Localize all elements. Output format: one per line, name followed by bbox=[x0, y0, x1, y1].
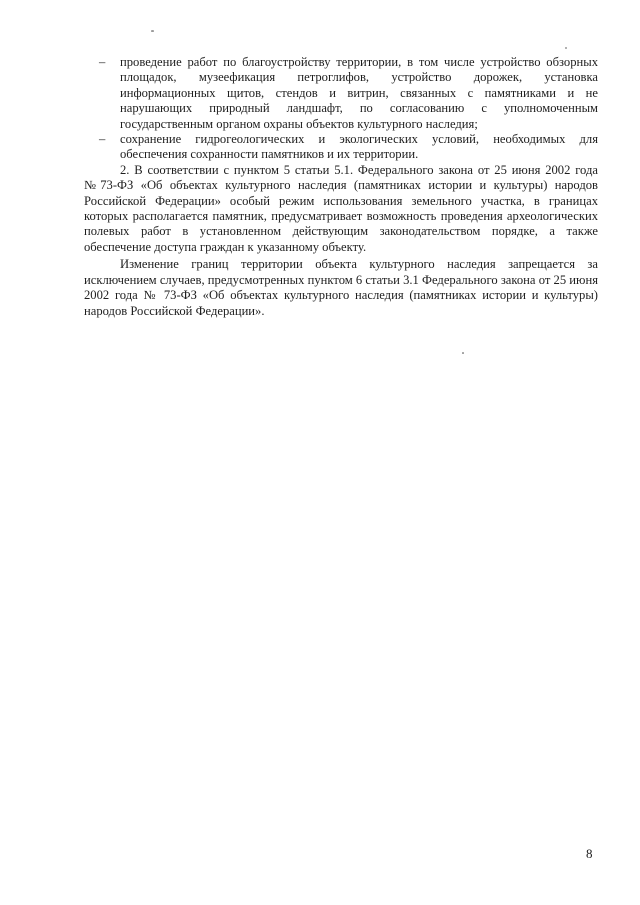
bullet-text: сохранение гидрогеологических и экологических условий, необходимых для обеспечения сохранности памятников и их территории. bbox=[120, 132, 598, 162]
scan-speck bbox=[462, 352, 464, 354]
bullet-dash: – bbox=[99, 132, 106, 147]
document-body bbox=[84, 55, 598, 319]
bullet-item-hydrogeology bbox=[84, 132, 598, 163]
scan-speck bbox=[151, 30, 154, 32]
page-number: 8 bbox=[586, 846, 593, 861]
paragraph-special-regime: 2. В соответствии с пунктом 5 статьи 5.1. Федерального закона от 25 июня 2002 года №73-ФЗ «Об объектах культурного наследия (памятниках истории и культуры) народов Российской Федерации» особый режим использования земельного участка, в границах которых располагается памятник, предусматривает возможность проведения археологических полевых работ в установленном действующим законодательством порядке, а также обеспечение доступа граждан к указанному объекту. bbox=[84, 162, 598, 254]
scan-speck bbox=[565, 47, 567, 49]
paragraph-boundary-change: Изменение границ территории объекта культурного наследия запрещается за исключением случаев, предусмотренных пунктом 6 статьи 3.1 Федерального закона от 25 июня 2002 года № 73-ФЗ «Об объектах культурного наследия (памятниках истории и культуры) народов Российской Федерации». bbox=[84, 257, 598, 318]
bullet-text: проведение работ по благоустройству территории, в том числе устройство обзорных площадок, музеефикация петроглифов, устройство дорожек, установка информационных щитов, стендов и витрин, связанных с памятниками и не нарушающих природный ландшафт, по согласованию с уполномоченным государственным органом охраны объектов культурного наследия; bbox=[120, 55, 598, 131]
bullet-item-landscaping bbox=[84, 55, 598, 132]
bullet-dash: – bbox=[99, 55, 106, 69]
